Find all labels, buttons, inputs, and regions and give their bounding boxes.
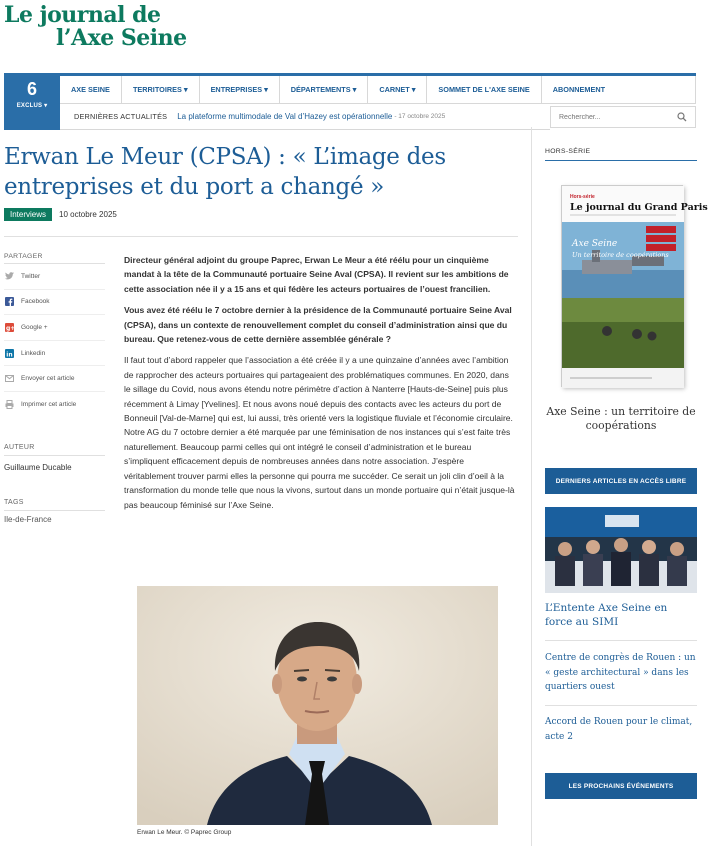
site-logo[interactable] (4, 4, 187, 50)
article-date: 10 octobre 2025 (59, 210, 117, 219)
search-icon[interactable] (677, 112, 687, 122)
menu-item-carnet[interactable]: CARNET ▾ (368, 76, 427, 103)
hors-serie-cover[interactable] (561, 185, 708, 387)
title-divider (4, 236, 518, 237)
author-heading: AUTEUR (4, 444, 105, 456)
share-twitter[interactable] (4, 264, 105, 290)
logo-line-1: Le journal de (4, 2, 161, 28)
print-icon (4, 400, 14, 410)
share-facebook-label: Facebook (21, 298, 50, 306)
share-google-plus[interactable] (4, 315, 105, 341)
cover-title: Le journal du Grand Paris (570, 202, 708, 213)
search-input[interactable] (559, 114, 669, 121)
share-email-label: Envoyer cet article (21, 375, 75, 383)
category-badge[interactable]: Interviews (4, 208, 52, 221)
search-box (550, 106, 696, 128)
author-name[interactable]: Guillaume Ducable (4, 463, 72, 472)
sidebar-divider-1 (545, 640, 697, 641)
mail-icon (4, 374, 14, 384)
issue-selector[interactable] (4, 73, 60, 130)
google-plus-icon (4, 322, 14, 332)
menu-item-territoires[interactable]: TERRITOIRES ▾ (122, 76, 200, 103)
article-thumbnail[interactable] (545, 507, 697, 593)
share-print-label: Imprimer cet article (21, 401, 77, 409)
menu-bar (60, 76, 696, 104)
cover-headline-1: Axe Seine (572, 239, 618, 249)
free-articles-button[interactable]: DERNIERS ARTICLES EN ACCÈS LIBRE (545, 468, 697, 494)
events-button[interactable]: LES PROCHAINS ÉVÉNEMENTS (545, 773, 697, 799)
svg-text:g+: g+ (5, 324, 15, 332)
interview-question: Vous avez été réélu le 7 octobre dernier à la présidence de la Communauté portuaire Seine Aval (CPSA), dans un contexte de renouvellement complet du conseil d’administration ainsi que du bureau. Que retenez-vous de cette dernière assemblée générale ? (124, 305, 512, 345)
linkedin-icon (4, 348, 14, 358)
cover-headline-2: Un territoire de coopérations (572, 251, 669, 259)
menu-item-entreprises[interactable]: ENTREPRISES ▾ (200, 76, 280, 103)
portrait-photo (137, 586, 498, 825)
photo-caption: Erwan Le Meur. © Paprec Group (137, 829, 232, 836)
ticker-headline[interactable]: La plateforme multimodale de Val d’Hazey est opérationnelle (177, 112, 393, 121)
svg-text:in: in (5, 350, 13, 358)
facebook-icon (4, 297, 14, 307)
sidebar-article-2[interactable]: Centre de congrès de Rouen : un « geste architectural » dans les quartiers ouest (545, 653, 696, 692)
share-facebook[interactable] (4, 290, 105, 316)
news-ticker (60, 104, 550, 130)
issue-number: 6 (26, 79, 37, 99)
share-twitter-label: Twitter (21, 272, 41, 280)
article-lead: Directeur général adjoint du groupe Paprec, Erwan Le Meur a été réélu pour un cinquième mandat à la tête de la Communauté portuaire Seine Aval (CPSA). Il revient sur les ambitions de cette association née il y a 15 ans et qui fédère les acteurs portuaires de l’ouest francilien. (124, 255, 509, 294)
article-title: Erwan Le Meur (CPSA) : « L’image des entreprises et du port a changé » (4, 144, 446, 200)
menu-item-sommet[interactable]: SOMMET DE L'AXE SEINE (427, 76, 541, 103)
sidebar (545, 148, 708, 790)
article-body (124, 253, 516, 519)
share-google-plus-label: Google + (21, 323, 48, 331)
share-linkedin[interactable] (4, 341, 105, 367)
share-panel (4, 253, 105, 418)
issue-label: EXCLUS ▾ (16, 103, 48, 109)
share-email[interactable] (4, 366, 105, 392)
main-navigation (4, 73, 696, 127)
share-linkedin-label: Linkedin (21, 349, 46, 357)
ticker-date: - 17 octobre 2025 (394, 113, 446, 120)
sidebar-article-1[interactable]: L’Entente Axe Seine en force au SIMI (545, 602, 668, 628)
hors-serie-heading: HORS-SÉRIE (545, 148, 697, 161)
sidebar-divider-2 (545, 705, 697, 706)
article-meta (4, 208, 117, 221)
ticker-label: DERNIÈRES ACTUALITÉS (74, 112, 168, 121)
cover-kicker: Hors-série (570, 194, 595, 200)
twitter-icon (4, 271, 14, 281)
share-heading: PARTAGER (4, 253, 105, 264)
menu-item-axe-seine[interactable]: AXE SEINE (60, 76, 122, 103)
cover-caption[interactable]: Axe Seine : un territoire de coopérations (546, 405, 696, 432)
menu-item-abonnement[interactable]: ABONNEMENT (552, 85, 606, 94)
tags-heading: TAGS (4, 499, 105, 511)
share-print[interactable] (4, 392, 105, 418)
logo-line-2: l’Axe Seine (56, 25, 187, 52)
sidebar-article-3[interactable]: Accord de Rouen pour le climat, acte 2 (545, 717, 693, 742)
column-divider (531, 127, 532, 846)
tag-link[interactable]: Ile-de-France (4, 515, 52, 524)
menu-item-departements[interactable]: DÉPARTEMENTS ▾ (280, 76, 369, 103)
interview-answer: Il faut tout d’abord rappeler que l’association a été créée il y a une quinzaine d’années avec l’ambition de rapprocher des acteurs portuaires qui partageaient des problématiques communes. En 2020, dans le sillage du Covid, nous avons étendu notre périmètre d’action à Nanterre [Hauts-de-Seine] puis plus récemment à Limay [Yvelines]. Et nous avons noué depuis des contacts avec les acteurs du port de Bonneuil [Val-de-Marne] qui est, lui aussi, très orienté vers la logistique fluviale et l’économie circulaire. Notre AG du 7 octobre dernier a été marquée par une féminisation de nos instances qui s’est faite très naturellement. Beaucoup parmi celles qui ont intégré le conseil d’administration et le bureau s’impliquent efficacement depuis de nombreuses années dans notre association. J’espère véritablement trouver parmi elles la personne qui pourra me succéder. Ce serait un joli clin d’oeil à la transformation du monde telle que nous la vivons, surtout dans un monde portuaire qui n’était jusque-là pas beaucoup féminisé sur l’Axe Seine. (124, 355, 515, 510)
